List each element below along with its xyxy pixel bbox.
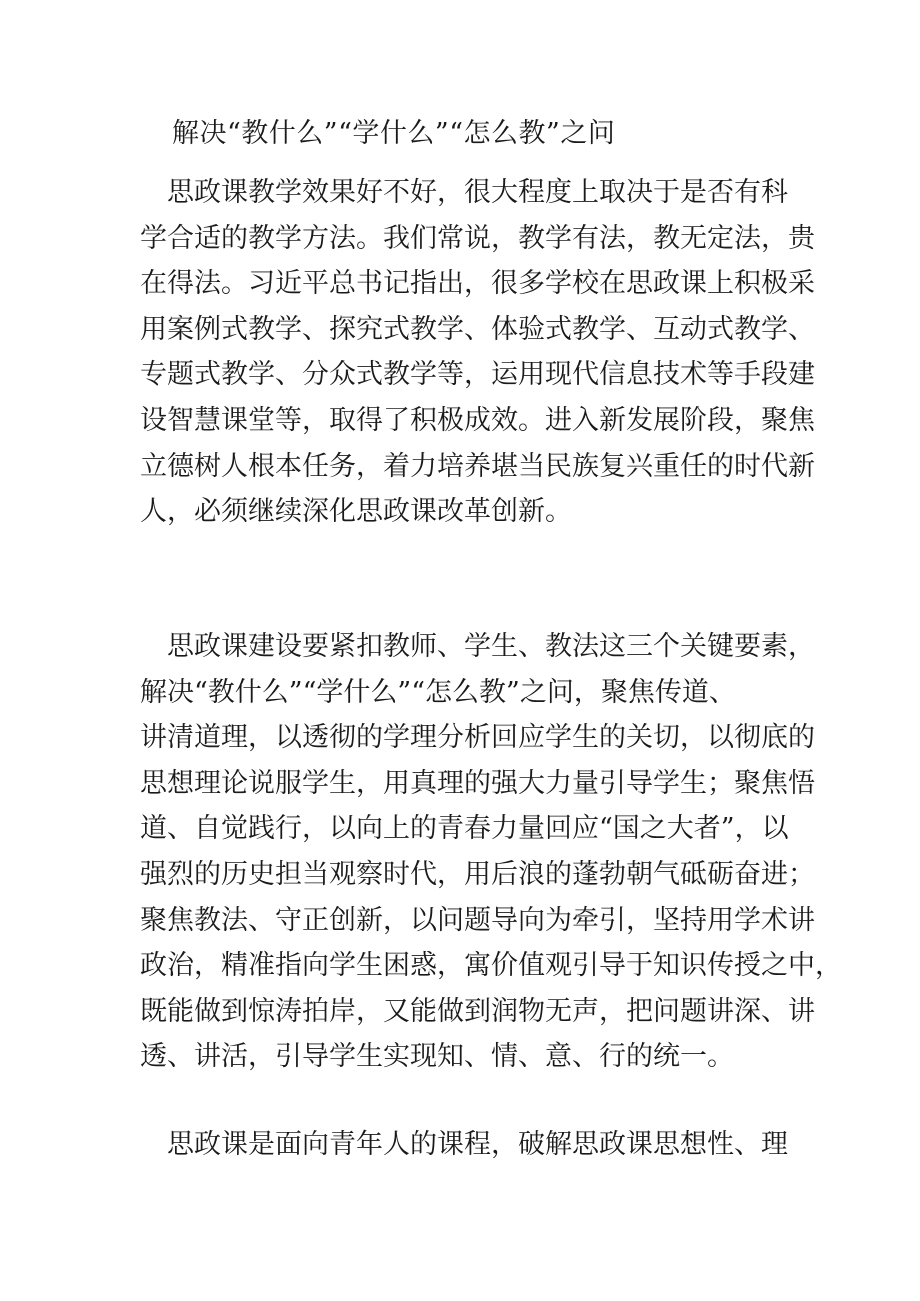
paragraph-line: 政治，精准指向学生困惑，寓价值观引导于知识传授之中，	[140, 950, 842, 982]
paragraph-line: 强烈的历史担当观察时代，用后浪的蓬勃朝气砥砺奋进；	[140, 858, 815, 890]
paragraph-line: 思政课建设要紧扣教师、学生、教法这三个关键要素，	[140, 631, 815, 662]
paragraph-line: 学合适的教学方法。我们常说，教学有法，教无定法，贵	[140, 222, 815, 254]
paragraph-line: 专题式教学、分众式教学等，运用现代信息技术等手段建	[140, 359, 815, 391]
paragraph-line: 聚焦教法、守正创新，以问题导向为牵引，坚持用学术讲	[140, 904, 815, 936]
paragraph-line: 透、讲活，引导学生实现知、情、意、行的统一。	[140, 1041, 734, 1073]
document-title: 解决“教什么”“学什么”“怎么教”之问	[172, 118, 616, 149]
paragraph-line: 思政课教学效果好不好，很大程度上取决于是否有科	[140, 177, 788, 208]
paragraph-line: 设智慧课堂等，取得了积极成效。进入新发展阶段，聚焦	[140, 404, 815, 436]
paragraph-line: 解决“教什么”“学什么”“怎么教”之问，聚焦传道、	[140, 676, 736, 708]
paragraph-line: 思政课是面向青年人的课程，破解思政课思想性、理	[140, 1129, 788, 1160]
paragraph-line: 立德树人根本任务，着力培养堪当民族复兴重任的时代新	[140, 450, 815, 482]
paragraph-line: 讲清道理，以透彻的学理分析回应学生的关切，以彻底的	[140, 722, 815, 754]
paragraph-line: 思想理论说服学生，用真理的强大力量引导学生；聚焦悟	[140, 767, 815, 799]
paragraph-2	[140, 624, 842, 1080]
paragraph-line: 道、自觉践行，以向上的青春力量回应“国之大者”，以	[140, 813, 789, 845]
paragraph-line: 在得法。习近平总书记指出，很多学校在思政课上积极采	[140, 268, 815, 300]
paragraph-3	[140, 1122, 795, 1168]
paragraph-1	[140, 170, 815, 535]
paragraph-line: 既能做到惊涛拍岸，又能做到润物无声，把问题讲深、讲	[140, 995, 815, 1027]
paragraph-line: 用案例式教学、探究式教学、体验式教学、互动式教学、	[140, 313, 815, 345]
paragraph-line: 人，必须继续深化思政课改革创新。	[140, 496, 572, 528]
